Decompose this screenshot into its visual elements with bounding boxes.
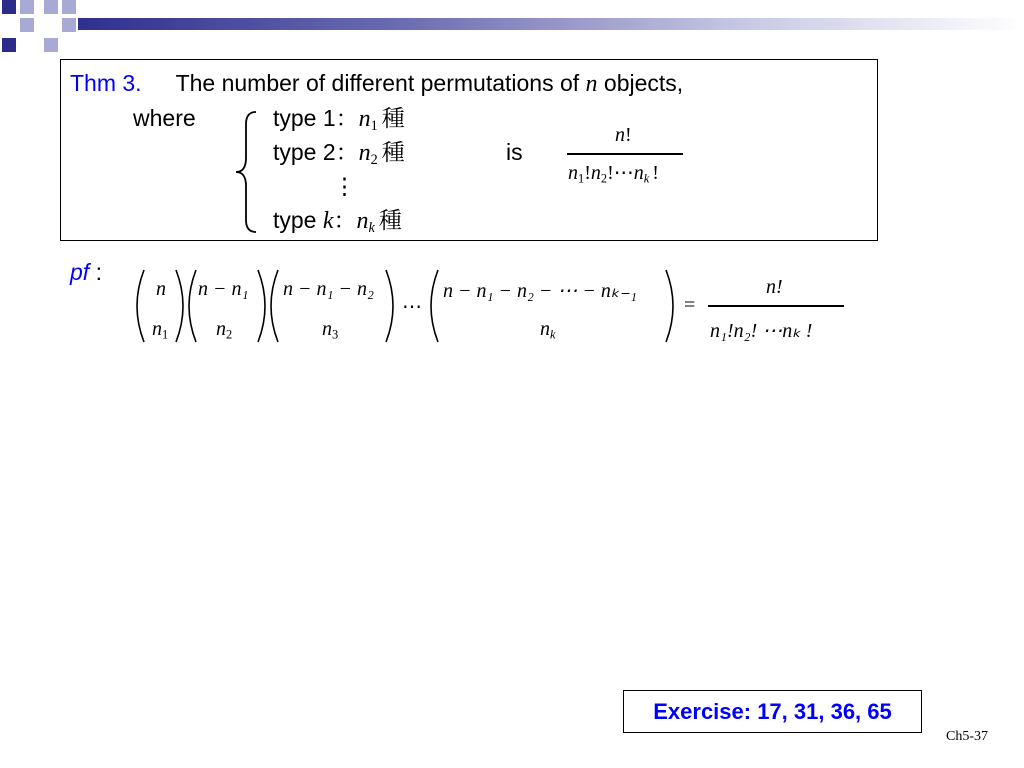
type-1-prefix: type 1： bbox=[273, 105, 359, 131]
binom-1-bottom bbox=[152, 318, 168, 341]
proof-label: pf bbox=[70, 259, 90, 285]
theorem-statement-pre: The number of different permutations of bbox=[175, 70, 586, 96]
type-k-prefix: type bbox=[273, 207, 323, 233]
type-2-prefix: type 2： bbox=[273, 139, 359, 165]
decor-square-light bbox=[44, 0, 58, 14]
type-1-sub: 1 bbox=[370, 117, 378, 134]
type-2-row bbox=[273, 138, 405, 167]
decor-square-light bbox=[20, 18, 34, 32]
result-num-bang: ! bbox=[625, 124, 632, 146]
curly-brace bbox=[232, 110, 260, 234]
equals-sign: = bbox=[684, 294, 696, 316]
type-2-var: n bbox=[358, 140, 371, 166]
result-numerator bbox=[615, 124, 632, 147]
binom-3-left-paren bbox=[271, 270, 278, 342]
type-k-sub: k bbox=[368, 219, 375, 236]
binom-2-left-paren bbox=[189, 270, 196, 342]
exercise-text: Exercise: 17, 31, 36, 65 bbox=[653, 698, 892, 724]
binom-3-bottom bbox=[322, 318, 338, 341]
binom-3-top: n − n₁ − n₂ bbox=[283, 278, 374, 300]
result-den-dots: ⋯ bbox=[613, 162, 634, 184]
where-label: where bbox=[133, 105, 196, 131]
header-gradient-bar bbox=[78, 18, 1024, 30]
result-fraction-line bbox=[567, 153, 683, 155]
decor-square-light bbox=[44, 38, 58, 52]
decor-square-dark bbox=[2, 0, 16, 14]
binom-2-bottom-var: n bbox=[216, 318, 226, 340]
binom-1-bottom-var: n bbox=[152, 318, 162, 340]
type-1-row bbox=[273, 104, 405, 133]
type-1-kind: 種 bbox=[381, 105, 405, 131]
decor-square-light bbox=[62, 18, 76, 32]
binom-3-right-paren bbox=[386, 270, 393, 342]
result-den-bang: ! bbox=[652, 162, 659, 184]
result-denominator: $n_1!n_2!\cdots n_k$ ! bbox=[568, 162, 659, 186]
is-word: is bbox=[506, 139, 523, 165]
type-k-row bbox=[273, 206, 402, 235]
binom-1-right-paren bbox=[176, 270, 183, 342]
result-num-var: n bbox=[615, 124, 625, 146]
decor-square-light bbox=[62, 0, 76, 14]
type-k-kind: 種 bbox=[378, 207, 402, 233]
rhs-denominator: n₁!n₂! ⋯nₖ ! bbox=[710, 320, 813, 342]
result-den-sub-1: 1 bbox=[578, 171, 585, 186]
result-den-sub-2: 2 bbox=[600, 171, 608, 186]
type-k-var: n bbox=[356, 208, 369, 234]
binom-4-bottom-sub: k bbox=[550, 327, 556, 342]
page-number: Ch5-37 bbox=[946, 729, 988, 744]
decor-square-dark bbox=[2, 38, 16, 52]
binom-2-right-paren bbox=[258, 270, 265, 342]
binom-3-bottom-sub: 3 bbox=[332, 327, 339, 342]
proof-label-row bbox=[70, 258, 102, 286]
result-den-sub-k: k bbox=[643, 171, 650, 186]
proof-colon: : bbox=[89, 259, 102, 285]
result-den-var-k: n bbox=[633, 162, 644, 184]
binom-4-right-paren bbox=[666, 270, 673, 342]
rhs-fraction-line bbox=[708, 305, 844, 307]
theorem-statement-post: objects, bbox=[597, 70, 684, 96]
vertical-ellipsis: ⋮ bbox=[333, 173, 356, 199]
binom-2-bottom-sub: 2 bbox=[226, 327, 233, 342]
result-den-var-2: n bbox=[590, 162, 601, 184]
binom-4-bottom-var: n bbox=[540, 318, 550, 340]
type-2-sub: 2 bbox=[370, 151, 378, 168]
binom-2-bottom bbox=[216, 318, 232, 341]
binom-1-bottom-sub: 1 bbox=[162, 327, 169, 342]
binom-1-top: n bbox=[156, 278, 166, 300]
binom-2-top: n − n₁ bbox=[198, 278, 249, 300]
theorem-label: Thm 3. bbox=[70, 70, 142, 96]
binom-cdots: ⋯ bbox=[402, 296, 422, 318]
binom-4-left-paren bbox=[431, 270, 438, 342]
type-k-colon: ： bbox=[333, 207, 357, 233]
decor-square-light bbox=[20, 0, 34, 14]
exercise-box bbox=[623, 690, 922, 733]
binom-4-top: n − n₁ − n₂ − ⋯ − nₖ₋₁ bbox=[443, 280, 637, 302]
rhs-numerator: n! bbox=[766, 276, 783, 298]
type-k-prefix-var: k bbox=[322, 208, 334, 234]
type-1-var: n bbox=[358, 106, 371, 132]
result-den-var-1: n bbox=[568, 162, 578, 184]
binom-3-bottom-var: n bbox=[322, 318, 332, 340]
binom-1-left-paren bbox=[137, 270, 144, 342]
type-2-kind: 種 bbox=[381, 139, 405, 165]
theorem-statement-var: n bbox=[585, 71, 598, 97]
binom-4-bottom bbox=[540, 318, 556, 341]
theorem-line bbox=[70, 69, 683, 98]
